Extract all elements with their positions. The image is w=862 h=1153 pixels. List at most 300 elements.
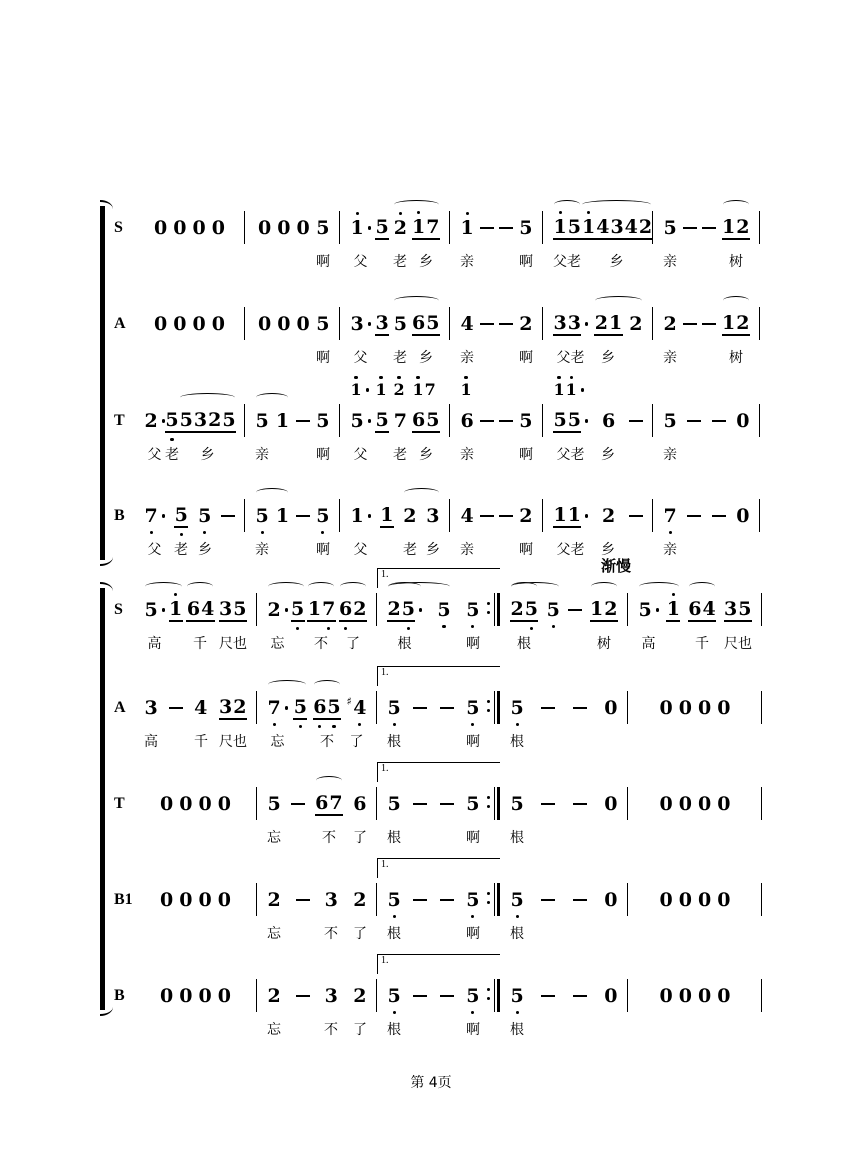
notes-row [628, 789, 762, 819]
note-digit: 5 [663, 410, 677, 432]
measure [628, 981, 762, 1061]
note [688, 598, 716, 623]
repeat-dot [487, 901, 490, 904]
note-digit: 5 [466, 985, 480, 1007]
note-digit: 6 [688, 597, 702, 620]
note [350, 217, 371, 239]
note-digit: 0 [154, 217, 168, 239]
slur-arc [316, 776, 342, 785]
augmentation-dot [585, 322, 588, 325]
slur-arc [187, 582, 213, 591]
note-digit: 2 [267, 889, 281, 911]
note-digits [546, 599, 560, 621]
note-digits [657, 985, 734, 1007]
note-digits [151, 313, 228, 335]
note-digits [316, 410, 330, 432]
note-digit: 0 [717, 697, 731, 719]
lyric: 根 [387, 830, 401, 846]
note-digits [267, 985, 281, 1007]
note [510, 793, 524, 815]
notes-row [340, 406, 450, 436]
note [724, 598, 752, 623]
note [165, 409, 179, 434]
slur-arc [268, 582, 304, 591]
measure [245, 406, 340, 486]
note-digit: 5 [387, 889, 401, 911]
note-digits [663, 505, 677, 527]
note-digit: 1 [581, 216, 595, 238]
notes-row [500, 885, 628, 915]
note-digit: 6 [186, 597, 201, 620]
note-digits [604, 889, 618, 911]
notes-row [628, 595, 762, 625]
measure [340, 213, 450, 293]
note-digits [466, 599, 480, 621]
lyric: 忘 [267, 1022, 281, 1038]
note [255, 313, 313, 335]
note [604, 793, 618, 815]
note [353, 889, 367, 911]
note-digit: 1 [590, 597, 604, 620]
notes-row [134, 885, 257, 915]
dash-glyph [541, 899, 555, 901]
dash-glyph [291, 803, 305, 805]
lyric: 树 [729, 350, 743, 366]
lyric: 老 [174, 542, 188, 558]
note [519, 313, 533, 335]
note-digits [339, 598, 367, 623]
repeat-dot [487, 997, 490, 1000]
note-digit: 7 [424, 380, 436, 399]
note-digit: 3 [350, 313, 364, 335]
dash-glyph [499, 227, 513, 229]
augmentation-dot [366, 388, 369, 391]
dash-glyph [221, 515, 235, 517]
lyric: 不 [320, 734, 334, 750]
notes-row [450, 309, 543, 339]
octave-dot-below [393, 723, 396, 726]
note-digit: 4 [624, 215, 638, 238]
note-digit: 5 [375, 215, 389, 238]
note-digit: 1 [722, 215, 736, 238]
notes-row [543, 501, 653, 531]
note-digit: 5 [387, 793, 401, 815]
lyric: 啊 [316, 350, 330, 366]
note [339, 598, 367, 623]
part-label: S [114, 219, 123, 236]
note [412, 312, 440, 337]
note-digit: 1 [565, 381, 577, 399]
note [255, 410, 269, 432]
note-digits [353, 889, 367, 911]
notes-row [257, 789, 377, 819]
note-digits [510, 793, 524, 815]
notes-row [377, 595, 500, 625]
note-digits [350, 381, 362, 399]
note-digit: 1 [412, 381, 424, 399]
note-digit: 5 [519, 217, 533, 239]
measure [134, 885, 257, 965]
note-digit: 0 [179, 793, 193, 815]
note-digit: 2 [393, 381, 405, 399]
note-digit: 0 [217, 985, 231, 1007]
note-digit: 0 [604, 793, 618, 815]
barline [759, 499, 760, 532]
note-digit: 5 [233, 597, 247, 620]
dash-note [702, 323, 716, 325]
note [722, 216, 750, 241]
octave-dot-above [397, 376, 400, 379]
notes-row [628, 981, 762, 1011]
note-digit: 5 [510, 697, 524, 719]
volta-label: 1. [381, 955, 389, 966]
note-digit: 5 [222, 408, 236, 431]
note-digits [144, 697, 158, 719]
octave-dot-below [552, 625, 555, 628]
slur-arc [639, 582, 679, 591]
notes-row [134, 693, 257, 723]
sharp-icon: ♯ [346, 695, 352, 708]
note [387, 985, 401, 1007]
note [601, 505, 615, 527]
note-digits [590, 598, 618, 623]
dash-glyph [296, 515, 310, 517]
repeat-barline-thin [494, 787, 495, 820]
note-digit: 5 [350, 410, 364, 432]
note-digits [601, 410, 615, 432]
measure [628, 789, 762, 869]
note-digits [553, 504, 581, 529]
note [144, 697, 158, 719]
note-digits [387, 598, 415, 623]
note-digits [736, 410, 750, 432]
lyric: 亲 [663, 447, 677, 463]
lyric: 啊 [519, 447, 533, 463]
note-digit: 5 [179, 408, 193, 431]
lyric: 尺也 [219, 636, 247, 652]
note-digit: 6 [315, 791, 329, 814]
dash-note [221, 515, 235, 517]
repeat-dot [487, 892, 490, 895]
measure [377, 763, 500, 869]
note [157, 793, 234, 815]
slur-arc [256, 393, 288, 402]
measure [628, 693, 762, 773]
note-digits [722, 312, 750, 337]
note-digits [267, 697, 281, 719]
slur-arc [268, 680, 306, 689]
note [316, 217, 330, 239]
note-digit: 2 [208, 408, 222, 431]
lyric: 啊 [466, 1022, 480, 1038]
note [466, 697, 480, 719]
note [546, 599, 560, 621]
note-digits [350, 217, 364, 239]
note-digit: 0 [211, 217, 225, 239]
note [194, 697, 208, 719]
note [174, 504, 188, 529]
slur-arc [595, 296, 642, 305]
octave-dot-above [417, 211, 420, 214]
note [267, 599, 288, 621]
note [267, 697, 288, 719]
lyric: 啊 [316, 254, 330, 270]
augmentation-dot [162, 514, 165, 517]
note-digit: 6 [412, 311, 426, 334]
octave-dot-above [416, 376, 419, 379]
augmentation-dot [368, 322, 371, 325]
note-digit: 1 [412, 216, 426, 238]
note-digit: 1 [553, 503, 567, 526]
note [186, 598, 214, 623]
note-digit: 0 [198, 985, 212, 1007]
note-digits [519, 410, 533, 432]
lyric: 忘 [267, 830, 281, 846]
measure [257, 693, 377, 773]
note-digit: 5 [553, 408, 567, 431]
note-digit: 0 [698, 889, 712, 911]
measure [134, 981, 257, 1061]
notes-row [257, 885, 377, 915]
note-digits [316, 313, 330, 335]
dash-note [296, 995, 310, 997]
dash-glyph [499, 323, 513, 325]
octave-dot-below [669, 531, 672, 534]
measure [134, 501, 245, 581]
note-digit: 5 [510, 889, 524, 911]
measure [257, 885, 377, 965]
octave-dot-below [296, 627, 299, 630]
note-digit: 1 [275, 410, 290, 432]
dash-note [573, 899, 587, 901]
repeat-dot [487, 796, 490, 799]
lyric: 了 [353, 926, 367, 942]
octave-dot-above [356, 212, 359, 215]
upper-voice-note [412, 381, 436, 399]
note-digit: 0 [296, 313, 310, 335]
note-digit: 5 [387, 985, 401, 1007]
system-bracket [100, 206, 105, 560]
note-digit: 5 [316, 505, 330, 527]
lyric: 乡 [198, 542, 212, 558]
slur-arc [394, 296, 439, 305]
lyric: 不 [324, 926, 338, 942]
measure [340, 380, 450, 486]
note [267, 793, 281, 815]
note-digit: 0 [277, 313, 291, 335]
dash-glyph [573, 707, 587, 709]
lyric: 忘 [267, 926, 281, 942]
note [510, 598, 538, 623]
repeat-dot [487, 805, 490, 808]
octave-dot-below [471, 723, 474, 726]
note-digit: 1 [350, 505, 364, 527]
note-digit: 4 [460, 505, 474, 527]
lyric: 根 [510, 926, 524, 942]
note-digits [393, 217, 407, 239]
octave-dot-above [399, 212, 402, 215]
octave-dot-below [299, 725, 302, 728]
note [510, 889, 524, 911]
note-digit: 6 [313, 696, 327, 718]
note-digit: 0 [659, 793, 673, 815]
octave-dot-below [318, 725, 321, 728]
note-digits [144, 410, 158, 432]
note-digit: 1 [169, 598, 183, 620]
note [553, 409, 588, 434]
lyric: 尺也 [724, 636, 752, 652]
note-digit: 4 [194, 697, 208, 719]
note-digit: 0 [258, 217, 272, 239]
note-digits [350, 410, 364, 432]
note [466, 599, 480, 621]
lyric: 根 [510, 830, 524, 846]
slur-arc [554, 200, 580, 209]
measure [653, 309, 760, 389]
octave-dot-above [559, 211, 562, 214]
slur-arc [723, 200, 749, 209]
measure [500, 981, 628, 1061]
part-label: B1 [114, 891, 133, 908]
notes-row [628, 885, 762, 915]
lyric: 老 [393, 350, 407, 366]
note-digit: 0 [217, 793, 231, 815]
octave-dot-below [530, 627, 533, 630]
part-label: A [114, 699, 126, 716]
note-digits [722, 216, 750, 241]
notes-row [500, 789, 628, 819]
lyric: 父 [147, 447, 162, 463]
volta-bracket [377, 954, 500, 974]
dash-note [499, 227, 513, 229]
note-digits [179, 409, 236, 434]
measure [653, 406, 760, 486]
note [519, 217, 533, 239]
dash-note [480, 227, 494, 229]
octave-dot-above [379, 376, 382, 379]
note-digit: 0 [678, 793, 692, 815]
note [590, 598, 618, 623]
octave-dot-below [358, 723, 361, 726]
dash-note [169, 707, 183, 709]
note-digit: 5 [401, 598, 415, 620]
dash-glyph [687, 515, 701, 517]
repeat-barline-thin [494, 883, 495, 916]
repeat-barline-thin [494, 593, 495, 626]
lyric: 亲 [460, 254, 474, 270]
note-digit: 0 [698, 697, 712, 719]
measure [500, 885, 628, 965]
octave-dot-below [273, 723, 276, 726]
lyric: 根 [387, 926, 401, 942]
note-digit: 3 [553, 311, 567, 334]
dash-glyph [712, 515, 726, 517]
note-digits [194, 697, 208, 719]
dash-note [480, 323, 494, 325]
note-digit: 0 [277, 217, 291, 239]
note [393, 217, 407, 239]
barline [761, 593, 762, 626]
lyric: 老 [165, 447, 179, 463]
barline [761, 787, 762, 820]
notes-row [245, 501, 340, 531]
measure [134, 406, 245, 486]
note [519, 505, 533, 527]
octave-dot-below [332, 725, 335, 728]
notes-row [543, 309, 653, 339]
repeat-barline-thin [494, 979, 495, 1012]
part-label: A [114, 315, 126, 332]
dash-note [440, 899, 454, 901]
note [316, 410, 330, 432]
dash-note [499, 515, 513, 517]
note-digits [157, 985, 234, 1007]
dash-note [541, 995, 555, 997]
note [657, 793, 734, 815]
note-digit: 0 [736, 505, 750, 527]
lyric: 乡 [419, 447, 433, 463]
note-digit: 0 [192, 217, 206, 239]
measure [245, 213, 340, 293]
note-digit: 2 [663, 313, 677, 335]
note-digits [255, 505, 269, 527]
slur-arc [404, 488, 439, 497]
note-digits [350, 505, 364, 527]
dash-note [573, 707, 587, 709]
octave-dot-above [557, 376, 560, 379]
note-digits [267, 599, 281, 621]
dash-glyph [573, 899, 587, 901]
note-digit: 5 [510, 793, 524, 815]
lyric: 不 [322, 830, 336, 846]
lyric: 亲 [255, 542, 269, 558]
note-digit: 5 [567, 215, 581, 238]
dash-note [573, 995, 587, 997]
note-digits [412, 312, 440, 337]
note-digit: 0 [604, 697, 618, 719]
augmentation-dot [581, 388, 584, 391]
note-digits [412, 216, 440, 241]
note-digits [353, 697, 367, 719]
note-digit: 2 [267, 599, 281, 621]
note-digit: 3 [144, 697, 158, 719]
octave-dot-above [587, 211, 590, 214]
note-digit: 0 [604, 889, 618, 911]
note-digit: 5 [466, 889, 480, 911]
measure [134, 789, 257, 869]
lyric: 了 [346, 636, 360, 652]
lyric: 父 [353, 447, 368, 463]
dash-note [291, 803, 305, 805]
note [151, 313, 228, 335]
note-digit: 5 [174, 504, 188, 526]
note [350, 313, 371, 335]
note-digits [553, 312, 581, 337]
note-digit: 7 [144, 505, 158, 527]
octave-dot-above [466, 212, 469, 215]
measure [377, 859, 500, 965]
note-digit: 0 [698, 793, 712, 815]
octave-dot-below [261, 531, 264, 534]
notes-row [134, 981, 257, 1011]
note-digit: 0 [198, 889, 212, 911]
part-label: T [114, 795, 125, 812]
part-label: B [114, 507, 125, 524]
notes-row [134, 501, 245, 531]
note [736, 505, 750, 527]
note-digit: 2 [736, 311, 750, 334]
dash-note [712, 420, 726, 422]
